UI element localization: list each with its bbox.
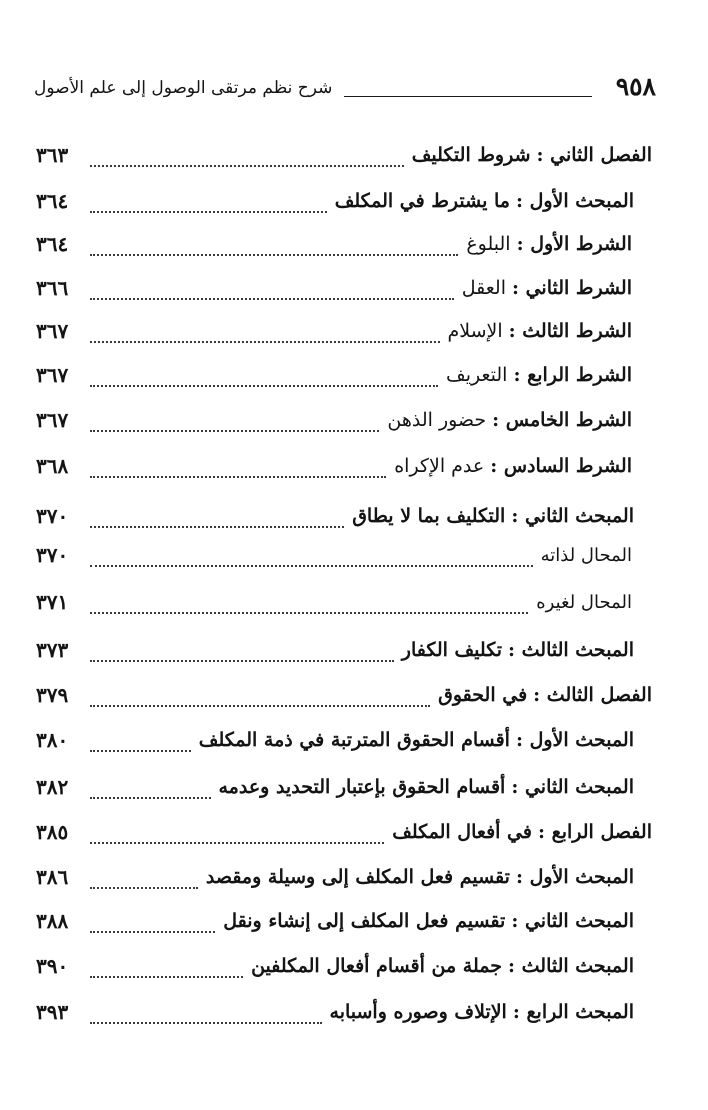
toc-entry-page: ٣٦٨ — [36, 454, 69, 478]
toc-entry-page: ٣٨٢ — [36, 775, 69, 799]
toc-entry-label: الشرط الأول : — [516, 233, 632, 255]
toc-entry-title: التكليف بما لا يطاق — [352, 505, 506, 527]
leader-dots — [90, 240, 458, 256]
toc-entry — [36, 675, 652, 715]
toc-entry-label: الشرط الثالث : — [508, 320, 632, 342]
toc-entry-page: ٣٦٧ — [36, 408, 69, 432]
toc-entry-title: المحال لغيره — [536, 591, 632, 613]
toc-entry-page: ٣٧٣ — [36, 638, 69, 662]
toc-entry-label: الشرط الخامس : — [492, 409, 632, 431]
toc-entry-label: المبحث الرابع : — [512, 1001, 634, 1023]
toc-entry-title: الإتلاف وصوره وأسبابه — [329, 1001, 507, 1023]
book-title: شرح نظم مرتقى الوصول إلى علم الأصول — [34, 78, 333, 98]
toc-entry-page: ٣٨٥ — [36, 820, 69, 844]
toc-entry-label: الفصل الرابع : — [537, 821, 652, 843]
leader-dots — [90, 646, 394, 662]
toc-entry-title: تكليف الكفار — [401, 639, 502, 661]
leader-dots — [90, 512, 344, 528]
leader-dots — [90, 1008, 322, 1024]
toc-entry-page: ٣٨٦ — [36, 865, 69, 889]
toc-entry — [36, 901, 634, 941]
toc-entry-label: المبحث الأول : — [515, 866, 634, 888]
toc-entry-title: جملة من أقسام أفعال المكلفين — [251, 955, 502, 977]
toc-entry-page: ٣٦٤ — [36, 232, 69, 256]
toc-entry — [36, 582, 632, 622]
toc-entry-title: ما يشترط في المكلف — [334, 190, 510, 212]
toc-entry — [36, 135, 652, 175]
toc-entry — [36, 857, 634, 897]
toc-entry — [36, 400, 632, 440]
leader-dots — [90, 828, 384, 844]
toc-entry-page: ٣٦٧ — [36, 319, 69, 343]
toc-entry-page: ٣٦٧ — [36, 363, 69, 387]
toc-entry-page: ٣٨٨ — [36, 909, 69, 933]
toc-entry — [36, 946, 634, 986]
toc-entry — [36, 992, 634, 1032]
toc-entry — [36, 720, 634, 760]
toc-entry — [36, 812, 652, 852]
toc-entry-page: ٣٩٠ — [36, 954, 69, 978]
toc-entry-label: الشرط الثاني : — [511, 277, 632, 299]
toc-entry — [36, 446, 632, 486]
toc-entry-title: المحال لذاته — [540, 544, 632, 566]
toc-entry-label: المبحث الأول : — [515, 729, 634, 751]
toc-entry — [36, 224, 632, 264]
leader-dots — [90, 783, 211, 799]
leader-dots — [90, 598, 528, 614]
leader-dots — [90, 462, 386, 478]
toc-entry — [36, 630, 634, 670]
toc-entry — [36, 311, 632, 351]
toc-entry-page: ٣٧٠ — [36, 504, 69, 528]
toc-entry-title: التعريف — [446, 364, 508, 386]
leader-dots — [90, 197, 327, 213]
leader-dots — [90, 873, 198, 889]
toc-entry-label: الفصل الثالث : — [533, 684, 652, 706]
toc-entry-label: المبحث الثاني : — [511, 505, 634, 527]
toc-entry-title: البلوغ — [466, 233, 511, 255]
leader-dots — [90, 736, 191, 752]
toc-entry-title: الإسلام — [447, 320, 503, 342]
toc-entry-label: المبحث الثالث : — [508, 955, 634, 977]
leader-dots — [90, 551, 533, 567]
toc-entry-label: الشرط السادس : — [490, 455, 632, 477]
toc-entry-label: المبحث الأول : — [515, 190, 634, 212]
leader-dots — [90, 917, 215, 933]
leader-dots — [90, 691, 430, 707]
toc-entry-title: العقل — [461, 277, 506, 299]
toc-entry-title: في الحقوق — [438, 684, 528, 706]
toc-entry-page: ٣٧٠ — [36, 543, 69, 567]
toc-entry-title: شروط التكليف — [411, 144, 531, 166]
toc-entry — [36, 355, 632, 395]
toc-entry-title: تقسيم فعل المكلف إلى وسيلة ومقصد — [205, 866, 510, 888]
toc-entry-title: أقسام الحقوق بإعتبار التحديد وعدمه — [218, 776, 506, 798]
toc-entry-label: الشرط الرابع : — [513, 364, 632, 386]
toc-entry — [36, 767, 634, 807]
toc-entry — [36, 268, 632, 308]
toc-entry-page: ٣٧١ — [36, 590, 69, 614]
toc-entry-label: المبحث الثاني : — [511, 776, 634, 798]
toc-entry-label: المبحث الثاني : — [511, 910, 634, 932]
toc-entry-title: في أفعال المكلف — [392, 821, 532, 843]
leader-dots — [90, 284, 454, 300]
toc-entry-label: المبحث الثالث : — [508, 639, 634, 661]
toc-entry-title: أقسام الحقوق المترتبة في ذمة المكلف — [198, 729, 510, 751]
toc-entry-label: الفصل الثاني : — [536, 144, 652, 166]
leader-dots — [90, 151, 404, 167]
toc-entry-page: ٣٦٤ — [36, 189, 69, 213]
toc-entry-title: عدم الإكراه — [394, 455, 485, 477]
toc-entry — [36, 496, 634, 536]
leader-dots — [90, 962, 243, 978]
leader-dots — [90, 416, 379, 432]
toc-entry-title: حضور الذهن — [387, 409, 487, 431]
leader-dots — [90, 327, 440, 343]
toc-entry-page: ٣٦٣ — [36, 143, 69, 167]
toc-entry — [36, 535, 632, 575]
toc-entry-page: ٣٦٦ — [36, 276, 69, 300]
page-number: ٩٥٨ — [615, 72, 656, 101]
toc-entry-page: ٣٧٩ — [36, 683, 69, 707]
toc-entry-page: ٣٩٣ — [36, 1000, 69, 1024]
toc-entry-page: ٣٨٠ — [36, 728, 69, 752]
toc-entry-title: تقسيم فعل المكلف إلى إنشاء ونقل — [223, 910, 506, 932]
leader-dots — [90, 371, 438, 387]
toc-entry — [36, 181, 634, 221]
